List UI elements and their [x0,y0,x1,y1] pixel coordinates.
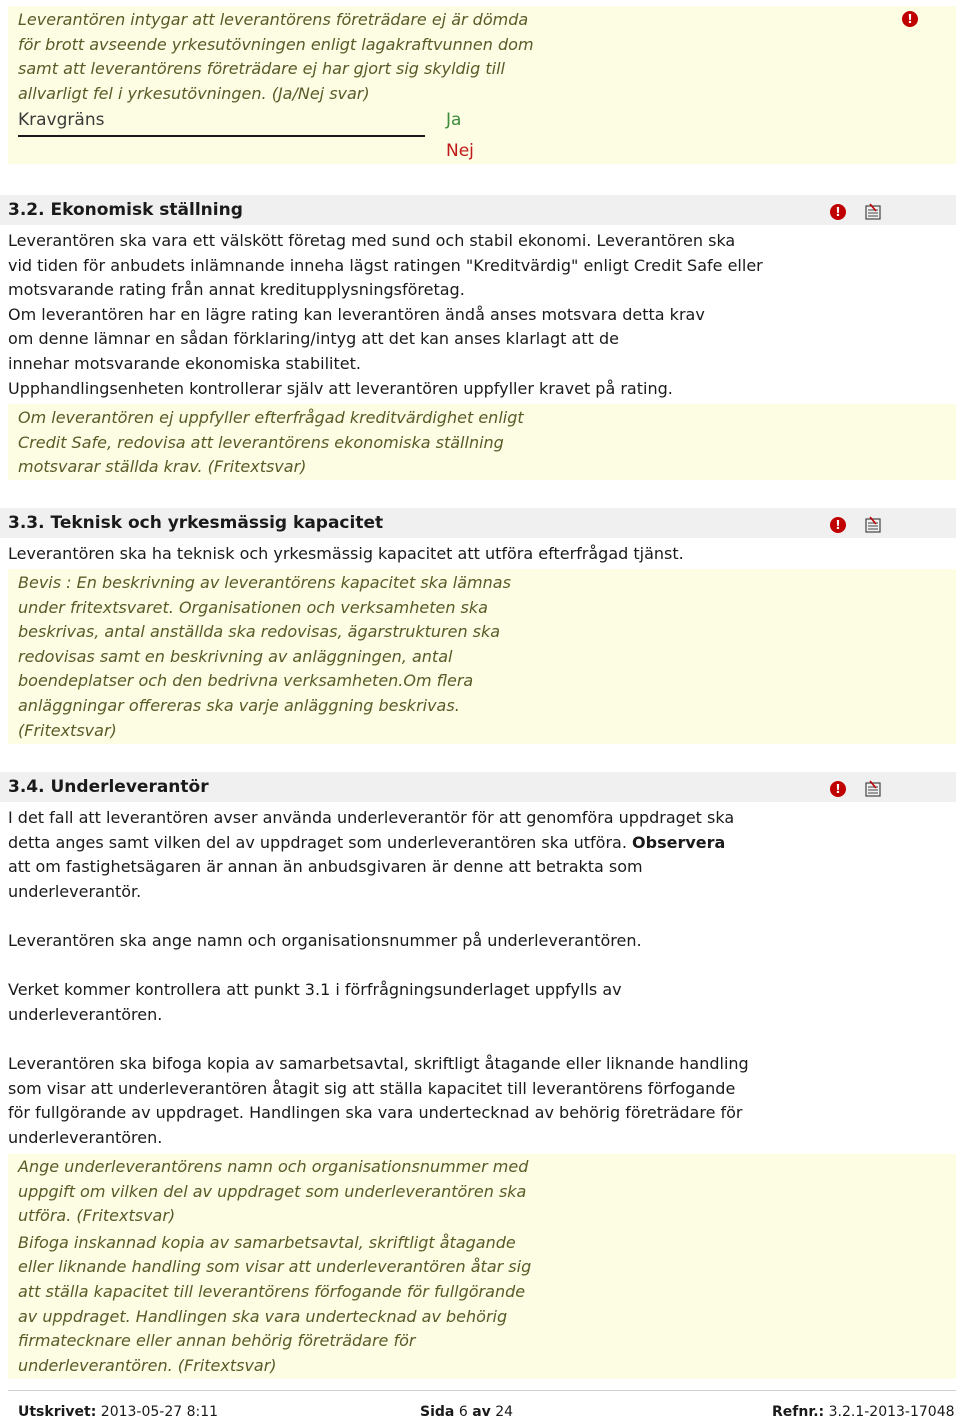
question-line: eller liknande handling som visar att underleverantören åtar sig [18,1257,532,1277]
section-title: 3.2. Ekonomisk ställning [8,200,243,220]
edit-form-icon[interactable] [864,780,882,798]
section-body [8,1052,749,1150]
requirement-question [18,8,534,106]
alert-icon: ! [830,204,846,220]
section-title: 3.4. Underleverantör [8,777,209,797]
alert-icon: ! [830,781,846,797]
question-text [18,1155,531,1378]
printed-date: 2013-05-27 8:11 [100,1404,219,1420]
question-line: av uppdraget. Handlingen ska vara undertecknad av behörig [18,1306,508,1326]
section-body [8,542,684,567]
ref-label: Refnr.: [772,1404,825,1420]
body-line: för fullgörande av uppdraget. Handlingen ska vara undertecknad av behörig företrädare för [8,1103,743,1123]
question-line: under fritextsvaret. Organisationen och verksamheten ska [18,597,488,617]
footer-ref [772,1404,955,1420]
answer-option-yes[interactable]: Ja [446,110,462,130]
body-line: om denne lämnar en sådan förklaring/intyg att det kan anses klarlagt att de [8,329,619,349]
body-line: Leverantören ska vara ett välskött företag med sund och stabil ekonomi. Leverantören ska [8,231,736,250]
section-heading-3-4 [0,772,956,802]
printed-label: Utskrivet: [18,1404,97,1420]
body-line: underleverantören. [8,1127,163,1147]
question-line: redovisas samt en beskrivning av anläggningen, antal [18,646,453,666]
section-body [8,978,622,1027]
footer-page [420,1404,513,1420]
footer-rule [8,1390,956,1391]
question-line: Credit Safe, redovisa att leverantörens ekonomiska ställning [18,432,504,452]
question-line: samt att leverantörens företrädare ej har gjort sig skyldig till [18,59,505,79]
question-text [18,406,524,480]
question-line: anläggningar offereras ska varje anläggning beskrivas. [18,695,460,715]
edit-form-icon[interactable] [864,203,882,221]
question-line: firmatecknare eller annan behörig företrädare för [18,1331,416,1351]
body-line: underleverantör. [8,881,142,901]
question-text [18,571,511,743]
body-line: Leverantören ska bifoga kopia av samarbetsavtal, skriftligt åtagande eller liknande handling [8,1054,749,1073]
section-heading-3-3 [0,508,956,538]
body-line: Leverantören ska ha teknisk och yrkesmässig kapacitet att utföra efterfrågad tjänst. [8,544,684,563]
footer-printed [18,1404,218,1420]
section-body: Leverantören ska ange namn och organisationsnummer på underleverantören. [8,931,642,950]
question-line: uppgift om vilken del av uppdraget som underleverantören ska [18,1181,527,1201]
alert-icon: ! [830,517,846,533]
page-number: 6 [458,1404,468,1420]
alert-icon: ! [902,11,918,27]
body-line: att om fastighetsägaren är annan än anbudsgivaren är denne att betrakta som [8,857,643,877]
body-line: vid tiden för anbudets inlämnande inneha lägst ratingen "Kreditvärdig" enligt Credit Safe eller [8,255,763,275]
question-line: motsvarar ställda krav. (Fritextsvar) [18,457,307,477]
body-line: Verket kommer kontrollera att punkt 3.1 i förfrågningsunderlaget uppfylls av [8,980,622,999]
page-of-label: av [472,1404,491,1420]
question-line: boendeplatser och den bedrivna verksamheten.Om flera [18,671,474,691]
section-heading-3-2 [0,195,956,225]
section-body [8,806,734,904]
kravgrans-label: Kravgräns [18,110,105,130]
ref-number: 3.2.1-2013-17048 [828,1404,955,1420]
section-title: 3.3. Teknisk och yrkesmässig kapacitet [8,513,384,533]
body-line [8,831,734,856]
page-total: 24 [495,1404,514,1420]
body-line: underleverantören. [8,1004,163,1024]
emphasis-text: Observera [632,832,726,852]
body-text: detta anges samt vilken del av uppdraget som underleverantören ska utföra. [8,832,627,852]
answer-option-no[interactable]: Nej [446,141,474,161]
question-line: Om leverantören ej uppfyller efterfrågad kreditvärdighet enligt [18,408,524,427]
page-label: Sida [420,1404,455,1420]
body-line: Upphandlingsenheten kontrollerar själv att leverantören uppfyller kravet på rating. [8,378,673,398]
body-line: Om leverantören har en lägre rating kan leverantören ändå anses motsvara detta krav [8,304,705,324]
section-body [8,229,763,401]
edit-form-icon[interactable] [864,516,882,534]
body-line: som visar att underleverantören åtagit sig att ställa kapacitet till leverantörens förfogande [8,1078,736,1098]
kravgrans-underline [18,135,425,137]
question-line: att ställa kapacitet till leverantörens förfogande för fullgörande [18,1281,526,1301]
body-line: motsvarande rating från annat kreditupplysningsföretag. [8,280,465,300]
question-line: allvarligt fel i yrkesutövningen. (Ja/Nej svar) [18,83,370,103]
question-line: för brott avseende yrkesutövningen enligt lagakraftvunnen dom [18,34,534,54]
question-line: beskrivas, antal anställda ska redovisas, ägarstrukturen ska [18,622,501,642]
question-line: Ange underleverantörens namn och organisationsnummer med [18,1157,529,1176]
body-line: innehar motsvarande ekonomiska stabilitet. [8,353,361,373]
question-line: Leverantören intygar att leverantörens företrädare ej är dömda [18,10,529,29]
question-line: Bevis : En beskrivning av leverantörens kapacitet ska lämnas [18,573,511,592]
question-line: Bifoga inskannad kopia av samarbetsavtal, skriftligt åtagande [18,1232,516,1252]
body-line: I det fall att leverantören avser använda underleverantör för att genomföra uppdraget ska [8,808,735,827]
question-line: (Fritextsvar) [18,720,117,740]
question-line: utföra. (Fritextsvar) [18,1206,176,1226]
question-line: underleverantören. (Fritextsvar) [18,1355,277,1375]
